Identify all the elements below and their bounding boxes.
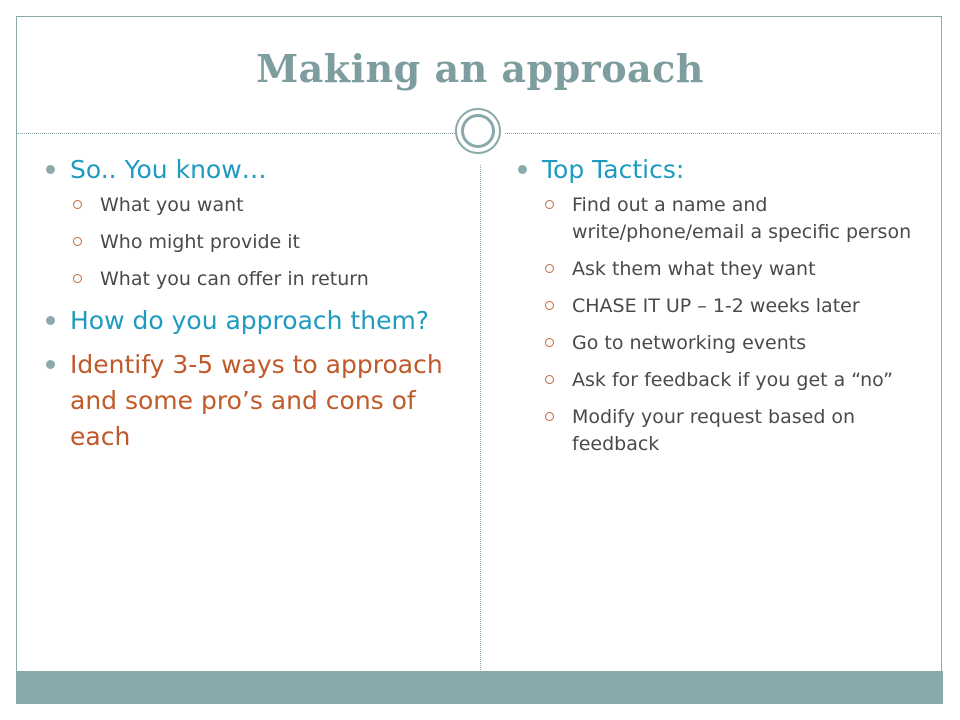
sub-item: [542, 293, 926, 320]
sub-item: [542, 404, 926, 458]
divider-circle-inner-ring: [461, 114, 495, 148]
sub-list: [542, 192, 926, 458]
ring-bullet-icon: [73, 274, 82, 283]
sub-item: [542, 256, 926, 283]
bullet-so-you-know: [44, 152, 444, 293]
bullet-dot-icon: [518, 165, 527, 174]
sub-item-text: Who might provide it: [100, 231, 300, 253]
bullet-top-tactics: [516, 152, 926, 458]
sub-item-text: Find out a name and write/phone/email a specific person: [572, 194, 912, 243]
sub-item-text: Go to networking events: [572, 332, 807, 354]
bullet-text: How do you approach them?: [70, 306, 430, 335]
bullet-text: Identify 3-5 ways to approach and some pro’s and cons of each: [70, 350, 443, 451]
ring-bullet-icon: [545, 412, 554, 421]
slide-title: Making an approach: [256, 46, 704, 91]
footer-bar: [16, 671, 943, 704]
title-divider-left: [17, 133, 457, 134]
sub-item-text: What you want: [100, 194, 244, 216]
bullet-how-approach: [44, 303, 444, 339]
left-column: [44, 152, 444, 463]
sub-item: [70, 192, 444, 219]
sub-item: [70, 229, 444, 256]
ring-bullet-icon: [545, 375, 554, 384]
bullet-text: Top Tactics:: [542, 155, 685, 184]
ring-bullet-icon: [545, 200, 554, 209]
ring-bullet-icon: [73, 237, 82, 246]
ring-bullet-icon: [545, 301, 554, 310]
sub-item-text: Modify your request based on feedback: [572, 406, 856, 455]
bullet-identify-ways: [44, 347, 444, 455]
bullet-dot-icon: [46, 316, 55, 325]
right-column: [516, 152, 926, 468]
sub-item: [542, 367, 926, 394]
sub-item: [70, 266, 444, 293]
title-divider-right: [505, 133, 942, 134]
sub-item-text: CHASE IT UP – 1-2 weeks later: [572, 295, 860, 317]
sub-item-text: Ask for feedback if you get a “no”: [572, 369, 893, 391]
sub-item-text: What you can offer in return: [100, 268, 369, 290]
bullet-dot-icon: [46, 360, 55, 369]
column-divider: [480, 165, 481, 670]
ring-bullet-icon: [545, 264, 554, 273]
sub-list: [70, 192, 444, 293]
sub-item-text: Ask them what they want: [572, 258, 816, 280]
bullet-text: So.. You know…: [70, 155, 267, 184]
sub-item: [542, 192, 926, 246]
ring-bullet-icon: [545, 338, 554, 347]
bullet-dot-icon: [46, 165, 55, 174]
ring-bullet-icon: [73, 200, 82, 209]
sub-item: [542, 330, 926, 357]
